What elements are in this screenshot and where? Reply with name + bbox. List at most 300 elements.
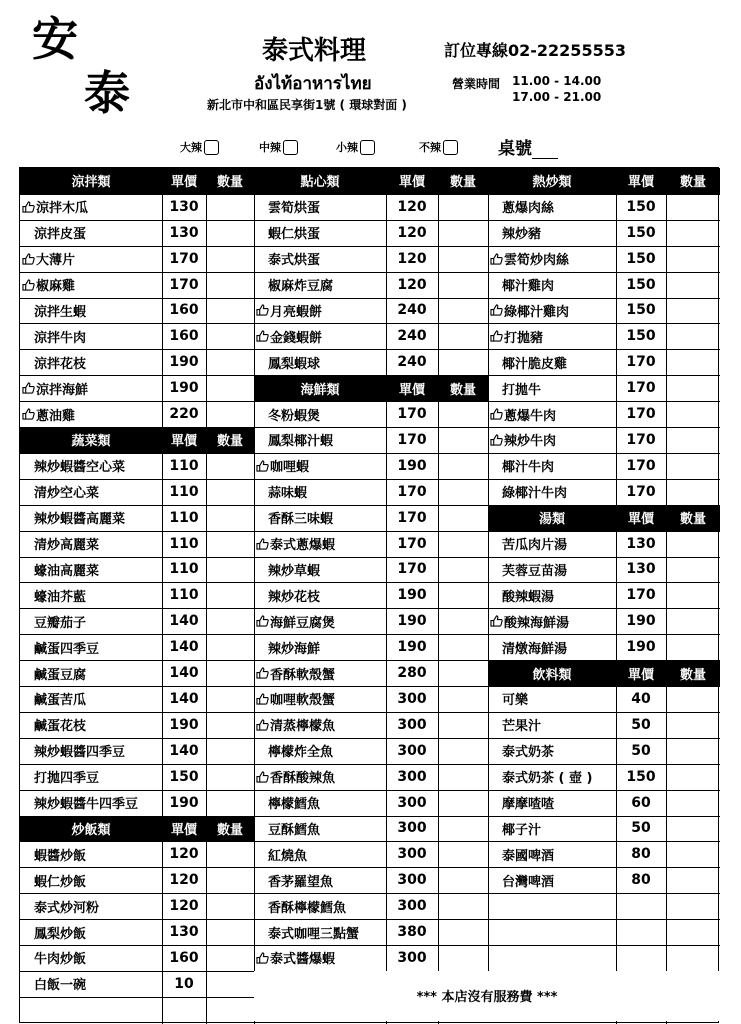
menu-item-label: 打拋四季豆 (34, 771, 100, 787)
menu-item-label: 辣炒牛肉 (504, 434, 557, 450)
row-divider (488, 764, 720, 765)
menu-item-price: 190 (169, 380, 199, 397)
quantity-entry-cell[interactable] (438, 686, 488, 712)
menu-item-name (254, 945, 386, 971)
menu-item-name (488, 712, 616, 738)
quantity-entry-cell[interactable] (438, 246, 488, 272)
menu-item-name (20, 375, 162, 401)
spice-option[interactable] (419, 139, 458, 155)
row-divider (20, 557, 254, 558)
row-divider (254, 349, 488, 350)
row-divider (20, 919, 254, 920)
menu-item-name (488, 764, 616, 790)
menu-item-label: 打拋豬 (504, 330, 544, 346)
menu-item-price: 300 (397, 690, 427, 707)
quantity-entry-cell[interactable] (206, 686, 254, 712)
row-divider (254, 582, 488, 583)
menu-item-name (488, 246, 616, 272)
quantity-entry-cell[interactable] (438, 790, 488, 816)
table-number-blank[interactable] (532, 143, 558, 159)
menu-item-name (20, 401, 162, 427)
quantity-column-header: 數量 (438, 168, 488, 194)
row-divider (488, 945, 720, 946)
row-divider (20, 893, 254, 894)
menu-item-label: 椰汁雞肉 (502, 279, 555, 295)
row-divider (20, 945, 254, 946)
menu-item-price: 190 (169, 716, 199, 733)
quantity-entry-cell[interactable] (438, 608, 488, 634)
menu-item-name (20, 323, 162, 349)
price-column-header: 單價 (616, 505, 666, 531)
menu-item-price: 240 (397, 354, 427, 371)
quantity-entry-cell[interactable] (666, 686, 720, 712)
menu-item-label: 蝦醬炒飯 (34, 848, 87, 864)
quantity-entry-cell[interactable] (438, 401, 488, 427)
quantity-entry-cell[interactable] (206, 323, 254, 349)
menu-item-price: 140 (169, 639, 199, 656)
menu-item-label: 金錢蝦餅 (270, 330, 323, 346)
menu-item-price: 300 (397, 768, 427, 785)
quantity-entry-cell[interactable] (666, 194, 720, 220)
table-number-field[interactable] (498, 134, 558, 159)
row-divider (20, 790, 254, 791)
quantity-entry-cell[interactable] (666, 634, 720, 660)
menu-item-label: 蒜味蝦 (268, 486, 308, 502)
menu-item-price: 80 (631, 846, 651, 863)
menu-item-label: 辣炒蝦醬牛四季豆 (34, 797, 139, 813)
thumbs-up-icon (490, 330, 503, 342)
section-header-seafood: 海鮮類 (254, 375, 386, 401)
menu-item-name (488, 349, 616, 375)
quantity-entry-cell[interactable] (206, 453, 254, 479)
menu-item-price: 130 (169, 924, 199, 941)
row-divider (254, 401, 488, 402)
menu-item-label: 涼拌生蝦 (34, 304, 87, 320)
row-divider (254, 945, 488, 946)
row-divider (254, 712, 488, 713)
menu-item-label: 香酥軟殼蟹 (270, 667, 336, 683)
menu-item-label: 椰汁牛肉 (502, 460, 555, 476)
quantity-entry-cell[interactable] (438, 220, 488, 246)
menu-item-price: 240 (397, 302, 427, 319)
menu-item-name (254, 505, 386, 531)
menu-item-price: 280 (397, 665, 427, 682)
menu-item-price: 150 (626, 768, 656, 785)
column-divider (438, 168, 439, 1024)
quantity-entry-cell[interactable] (438, 660, 488, 686)
menu-item-price: 170 (397, 535, 427, 552)
menu-item-name (20, 764, 162, 790)
quantity-entry-cell[interactable] (206, 375, 254, 401)
menu-item-name (254, 867, 386, 893)
menu-item-name (20, 272, 162, 298)
menu-item-name (254, 893, 386, 919)
quantity-entry-cell[interactable] (206, 738, 254, 764)
spice-option[interactable] (336, 139, 375, 155)
thumbs-up-icon (22, 201, 35, 213)
quantity-entry-cell[interactable] (438, 634, 488, 660)
quantity-entry-cell[interactable] (666, 220, 720, 246)
quantity-entry-cell[interactable] (438, 841, 488, 867)
menu-item-label: 牛肉炒飯 (34, 952, 87, 968)
quantity-entry-cell[interactable] (666, 375, 720, 401)
row-divider (254, 323, 488, 324)
row-divider (488, 246, 720, 247)
menu-item-label: 椰汁脆皮雞 (502, 356, 568, 372)
quantity-entry-cell[interactable] (666, 401, 720, 427)
quantity-entry-cell[interactable] (206, 401, 254, 427)
row-divider (488, 194, 720, 195)
spice-checkbox[interactable] (443, 140, 458, 155)
menu-item-label: 泰式蔥爆蝦 (270, 538, 336, 554)
quantity-entry-cell[interactable] (206, 971, 254, 997)
menu-item-label: 咖哩蝦 (270, 460, 310, 476)
menu-item-label: 涼拌花枝 (34, 356, 87, 372)
hours-label: 營業時間 (452, 77, 501, 91)
menu-item-name (20, 841, 162, 867)
menu-item-price: 110 (169, 457, 199, 474)
menu-item-price: 120 (397, 276, 427, 293)
quantity-entry-cell[interactable] (206, 298, 254, 324)
quantity-entry-cell[interactable] (206, 220, 254, 246)
quantity-entry-cell[interactable] (438, 349, 488, 375)
quantity-entry-cell[interactable] (206, 246, 254, 272)
menu-item-price: 190 (169, 794, 199, 811)
row-divider (20, 841, 254, 842)
row-divider (254, 220, 488, 221)
row-divider (254, 557, 488, 558)
menu-item-price: 300 (397, 716, 427, 733)
quantity-entry-cell[interactable] (666, 738, 720, 764)
menu-item-label: 檸檬鱈魚 (268, 797, 321, 813)
row-divider (488, 557, 720, 558)
quantity-entry-cell[interactable] (666, 557, 720, 583)
quantity-entry-cell[interactable] (666, 323, 720, 349)
menu-item-name (488, 401, 616, 427)
quantity-entry-cell[interactable] (438, 582, 488, 608)
quantity-entry-cell[interactable] (438, 427, 488, 453)
row-divider (20, 298, 254, 299)
menu-item-label: 鳳梨椰汁蝦 (268, 434, 334, 450)
row-divider (254, 427, 488, 428)
menu-item-label: 香茅羅望魚 (268, 874, 334, 890)
menu-item-price: 170 (626, 587, 656, 604)
menu-item-name (488, 531, 616, 557)
quantity-entry-cell[interactable] (438, 764, 488, 790)
menu-item-price: 150 (626, 328, 656, 345)
quantity-entry-cell[interactable] (206, 505, 254, 531)
quantity-entry-cell[interactable] (206, 349, 254, 375)
row-divider (20, 479, 254, 480)
menu-item-label: 清炒空心菜 (34, 486, 100, 502)
menu-item-name (488, 841, 616, 867)
hours-lunch: 11.00 - 14.00 (512, 74, 602, 88)
row-divider (20, 660, 254, 661)
row-divider (254, 194, 488, 195)
row-divider (20, 220, 254, 221)
quantity-entry-cell[interactable] (666, 816, 720, 842)
spice-checkbox[interactable] (360, 140, 375, 155)
quantity-entry-cell[interactable] (438, 557, 488, 583)
row-divider (488, 479, 720, 480)
menu-item-label: 打拋牛 (502, 382, 542, 398)
quantity-entry-cell[interactable] (438, 893, 488, 919)
menu-item-price: 300 (397, 872, 427, 889)
quantity-entry-cell[interactable] (206, 919, 254, 945)
row-divider (488, 272, 720, 273)
quantity-entry-cell[interactable] (666, 531, 720, 557)
row-divider (254, 634, 488, 635)
menu-item-price: 130 (626, 535, 656, 552)
menu-item-name (20, 738, 162, 764)
menu-item-name (20, 220, 162, 246)
menu-item-price: 150 (626, 250, 656, 267)
quantity-entry-cell[interactable] (206, 790, 254, 816)
menu-item-name (20, 349, 162, 375)
row-divider (488, 582, 720, 583)
menu-item-price: 40 (631, 690, 651, 707)
quantity-entry-cell[interactable] (206, 945, 254, 971)
menu-item-label: 辣炒蝦醬空心菜 (34, 460, 126, 476)
menu-item-price: 50 (631, 820, 651, 837)
quantity-entry-cell[interactable] (438, 738, 488, 764)
row-divider (488, 816, 720, 817)
menu-item-price: 170 (397, 509, 427, 526)
thumbs-up-icon (256, 615, 269, 627)
row-divider (20, 582, 254, 583)
row-divider (488, 660, 720, 661)
menu-item-name (20, 971, 162, 997)
quantity-entry-cell[interactable] (666, 712, 720, 738)
menu-item-label: 台灣啤酒 (502, 874, 555, 890)
row-divider (254, 375, 488, 376)
quantity-entry-cell[interactable] (206, 660, 254, 686)
menu-item-name (254, 557, 386, 583)
row-divider (488, 323, 720, 324)
menu-item-name (488, 608, 616, 634)
price-column-header: 單價 (162, 168, 206, 194)
spice-option[interactable] (180, 139, 219, 155)
menu-item-name (20, 608, 162, 634)
menu-item-label: 辣炒蝦醬四季豆 (34, 745, 126, 761)
menu-item-name (254, 220, 386, 246)
menu-item-name (254, 712, 386, 738)
section-header-drink: 飲料類 (488, 660, 616, 686)
thai-title: อังไท้อาหารไทย (254, 74, 372, 94)
menu-item-price: 160 (169, 302, 199, 319)
menu-item-price: 170 (397, 483, 427, 500)
menu-item-price: 140 (169, 613, 199, 630)
quantity-entry-cell[interactable] (206, 272, 254, 298)
quantity-entry-cell[interactable] (666, 479, 720, 505)
menu-item-label: 蝦仁烘蛋 (268, 227, 321, 243)
menu-item-price: 170 (397, 431, 427, 448)
menu-item-price: 170 (626, 483, 656, 500)
row-divider (488, 453, 720, 454)
row-divider (20, 375, 254, 376)
menu-item-price: 300 (397, 742, 427, 759)
quantity-entry-cell[interactable] (206, 582, 254, 608)
menu-item-name (20, 453, 162, 479)
spice-checkbox[interactable] (204, 140, 219, 155)
quantity-entry-cell[interactable] (206, 479, 254, 505)
quantity-entry-cell[interactable] (438, 712, 488, 738)
quantity-entry-cell[interactable] (666, 867, 720, 893)
menu-item-name (488, 272, 616, 298)
menu-item-name (254, 401, 386, 427)
row-divider (254, 919, 488, 920)
row-divider (254, 531, 488, 532)
menu-item-label: 冬粉蝦煲 (268, 408, 321, 424)
menu-item-price: 300 (397, 820, 427, 837)
menu-item-price: 170 (626, 406, 656, 423)
quantity-entry-cell[interactable] (438, 945, 488, 971)
service-charge-note: *** 本店沒有服務費 *** (254, 971, 720, 1021)
menu-item-price: 300 (397, 846, 427, 863)
menu-item-label: 椒麻雞 (36, 279, 76, 295)
menu-item-price: 300 (397, 794, 427, 811)
quantity-entry-cell[interactable] (206, 841, 254, 867)
hours-dinner: 17.00 - 21.00 (512, 90, 602, 104)
row-divider (488, 867, 720, 868)
menu-item-label: 泰式炒河粉 (34, 900, 100, 916)
row-divider (20, 997, 254, 998)
menu-item-name (254, 790, 386, 816)
quantity-entry-cell[interactable] (666, 246, 720, 272)
quantity-entry-cell[interactable] (438, 531, 488, 557)
menu-item-name (254, 479, 386, 505)
menu-item-price: 190 (397, 457, 427, 474)
quantity-entry-cell[interactable] (206, 194, 254, 220)
menu-item-price: 120 (169, 846, 199, 863)
quantity-entry-cell[interactable] (666, 349, 720, 375)
menu-item-price: 190 (169, 354, 199, 371)
quantity-entry-cell[interactable] (666, 790, 720, 816)
row-divider (488, 401, 720, 402)
menu-item-name (254, 298, 386, 324)
spice-option[interactable] (259, 139, 298, 155)
quantity-entry-cell[interactable] (666, 841, 720, 867)
quantity-entry-cell[interactable] (206, 764, 254, 790)
row-divider (254, 608, 488, 609)
row-divider (488, 375, 720, 376)
quantity-entry-cell[interactable] (438, 453, 488, 479)
quantity-entry-cell[interactable] (666, 582, 720, 608)
menu-item-name (20, 893, 162, 919)
quantity-entry-cell[interactable] (206, 608, 254, 634)
quantity-column-header: 數量 (438, 375, 488, 401)
quantity-entry-cell[interactable] (206, 893, 254, 919)
menu-item-label: 椰子汁 (502, 822, 542, 838)
quantity-entry-cell[interactable] (438, 272, 488, 298)
row-divider (20, 427, 254, 428)
menu-item-label: 香酥檸檬鱈魚 (268, 900, 347, 916)
menu-item-name (254, 660, 386, 686)
menu-item-price: 110 (169, 509, 199, 526)
menu-item-name (20, 582, 162, 608)
menu-item-name (254, 349, 386, 375)
quantity-entry-cell[interactable] (438, 194, 488, 220)
section-header-snack: 點心類 (254, 168, 386, 194)
quantity-entry-cell[interactable] (206, 634, 254, 660)
quantity-entry-cell[interactable] (666, 608, 720, 634)
row-divider (20, 505, 254, 506)
spice-checkbox[interactable] (283, 140, 298, 155)
menu-item-label: 清燉海鮮湯 (502, 641, 568, 657)
menu-item-price: 60 (631, 794, 651, 811)
quantity-entry-cell[interactable] (438, 479, 488, 505)
menu-item-price: 150 (626, 198, 656, 215)
row-divider (20, 816, 254, 817)
menu-item-price: 160 (169, 949, 199, 966)
menu-item-price: 130 (169, 198, 199, 215)
row-divider (20, 686, 254, 687)
menu-item-label: 鳳梨蝦球 (268, 356, 321, 372)
price-column-header: 單價 (162, 427, 206, 453)
menu-item-name (20, 945, 162, 971)
menu-item-label: 大薄片 (36, 253, 76, 269)
section-header-stirfry: 熱炒類 (488, 168, 616, 194)
quantity-entry-cell[interactable] (206, 557, 254, 583)
quantity-entry-cell[interactable] (438, 298, 488, 324)
quantity-entry-cell[interactable] (438, 919, 488, 945)
page-title: 泰式料理 (262, 36, 367, 66)
quantity-entry-cell[interactable] (438, 816, 488, 842)
quantity-column-header: 數量 (666, 505, 720, 531)
quantity-entry-cell[interactable] (206, 531, 254, 557)
menu-item-price: 120 (397, 250, 427, 267)
row-divider (488, 531, 720, 532)
row-divider (254, 272, 488, 273)
quantity-entry-cell[interactable] (666, 272, 720, 298)
menu-item-price: 190 (397, 613, 427, 630)
menu-item-label: 月亮蝦餅 (270, 304, 323, 320)
quantity-entry-cell[interactable] (206, 712, 254, 738)
quantity-entry-cell[interactable] (666, 298, 720, 324)
menu-item-label: 辣炒花枝 (268, 589, 321, 605)
menu-item-price: 160 (169, 328, 199, 345)
row-divider (20, 272, 254, 273)
column-divider (386, 168, 387, 1024)
quantity-entry-cell[interactable] (438, 867, 488, 893)
thumbs-up-icon (256, 693, 269, 705)
menu-item-name (20, 660, 162, 686)
menu-item-name (20, 919, 162, 945)
quantity-entry-cell[interactable] (666, 453, 720, 479)
menu-item-name (254, 582, 386, 608)
quantity-entry-cell[interactable] (666, 764, 720, 790)
menu-item-price: 150 (169, 768, 199, 785)
menu-item-name (488, 582, 616, 608)
menu-item-name (488, 479, 616, 505)
quantity-entry-cell[interactable] (438, 505, 488, 531)
quantity-entry-cell[interactable] (438, 323, 488, 349)
menu-item-label: 蔥油雞 (36, 408, 76, 424)
menu-item-price: 130 (626, 561, 656, 578)
quantity-entry-cell[interactable] (666, 427, 720, 453)
menu-item-price: 80 (631, 872, 651, 889)
menu-item-label: 涼拌牛肉 (34, 330, 87, 346)
row-divider (488, 505, 720, 506)
row-divider (20, 194, 254, 195)
row-divider (254, 816, 488, 817)
section-header-soup: 湯類 (488, 505, 616, 531)
menu-item-name (20, 531, 162, 557)
menu-item-name (20, 479, 162, 505)
row-divider (488, 893, 720, 894)
menu-item-label: 綠椰汁雞肉 (504, 304, 570, 320)
quantity-entry-cell[interactable] (206, 867, 254, 893)
